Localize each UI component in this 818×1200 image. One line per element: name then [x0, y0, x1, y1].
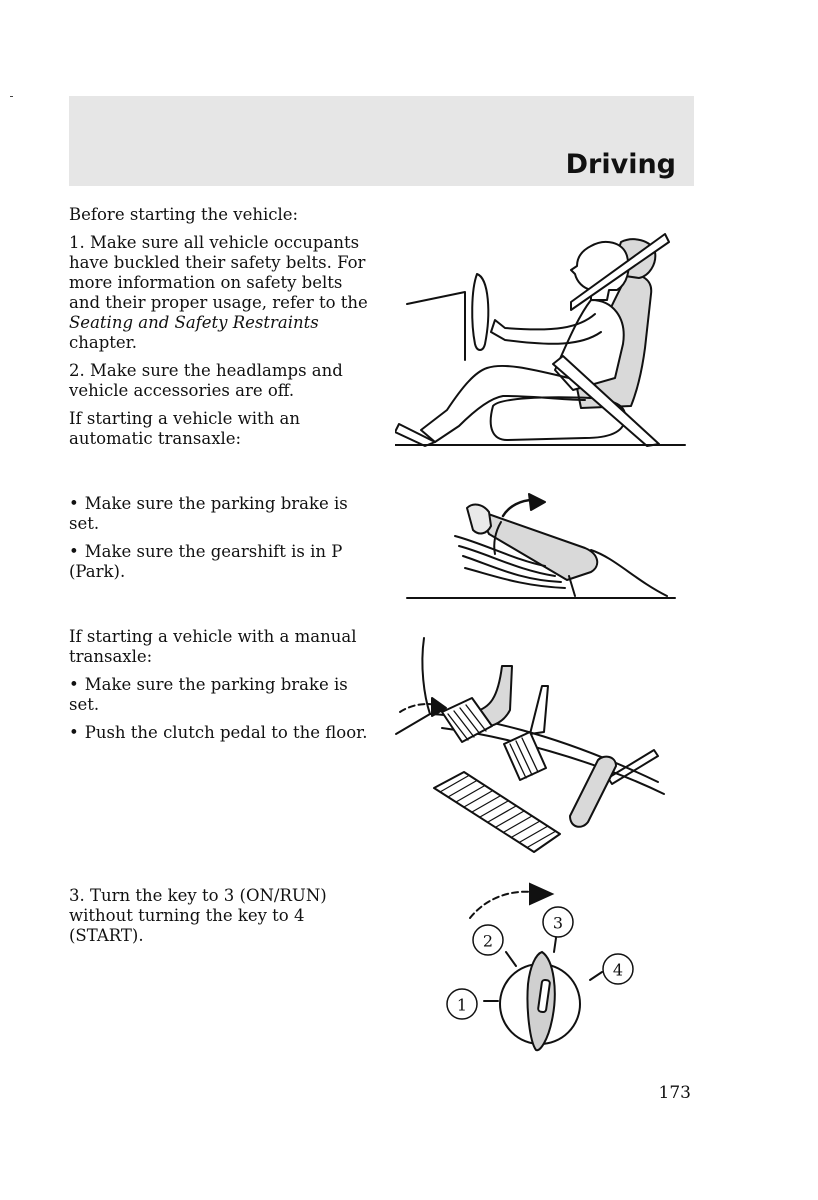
manual-intro: If starting a vehicle with a manual transaxle:	[69, 627, 357, 666]
step-3: 3. Turn the key to 3 (ON/RUN) without turning the key to 4 (START).	[69, 886, 327, 945]
page-number: 173	[658, 1083, 691, 1103]
corner-mark	[10, 96, 13, 97]
pre-start-instructions	[69, 205, 374, 457]
automatic-checklist	[69, 494, 374, 590]
position-1-label: 1	[456, 995, 468, 1015]
section-header	[69, 96, 694, 186]
driver-seatbelt-illustration	[395, 228, 690, 450]
position-3-label: 3	[552, 913, 564, 933]
manual-checklist	[69, 627, 374, 751]
bullet-parking-brake: • Make sure the parking brake is set.	[69, 494, 374, 534]
bullet-gearshift-park: • Make sure the gearshift is in P (Park).	[69, 542, 374, 582]
turn-direction-arrow-icon	[530, 884, 552, 904]
section-title: Driving	[565, 149, 676, 180]
chapter-reference: Seating and Safety Restraints	[69, 313, 319, 332]
position-2-label: 2	[482, 931, 494, 951]
pedals-illustration	[394, 636, 666, 858]
automatic-intro: If starting a vehicle with an automatic transaxle:	[69, 409, 300, 448]
ignition-step	[69, 886, 374, 954]
bullet-parking-brake-manual: • Make sure the parking brake is set.	[69, 675, 374, 715]
step-1: 1. Make sure all vehicle occupants have buckled their safety belts. For more information on safety belts and their proper usage, refer to the Seating and Safety Restraints chapter.	[69, 233, 368, 352]
position-4-label: 4	[612, 960, 624, 980]
step-2: 2. Make sure the headlamps and vehicle accessories are off.	[69, 361, 343, 400]
intro-text: Before starting the vehicle:	[69, 205, 299, 224]
parking-brake-illustration	[405, 492, 677, 602]
bullet-clutch-pedal: • Push the clutch pedal to the floor.	[69, 723, 374, 743]
ignition-illustration	[440, 880, 650, 1055]
